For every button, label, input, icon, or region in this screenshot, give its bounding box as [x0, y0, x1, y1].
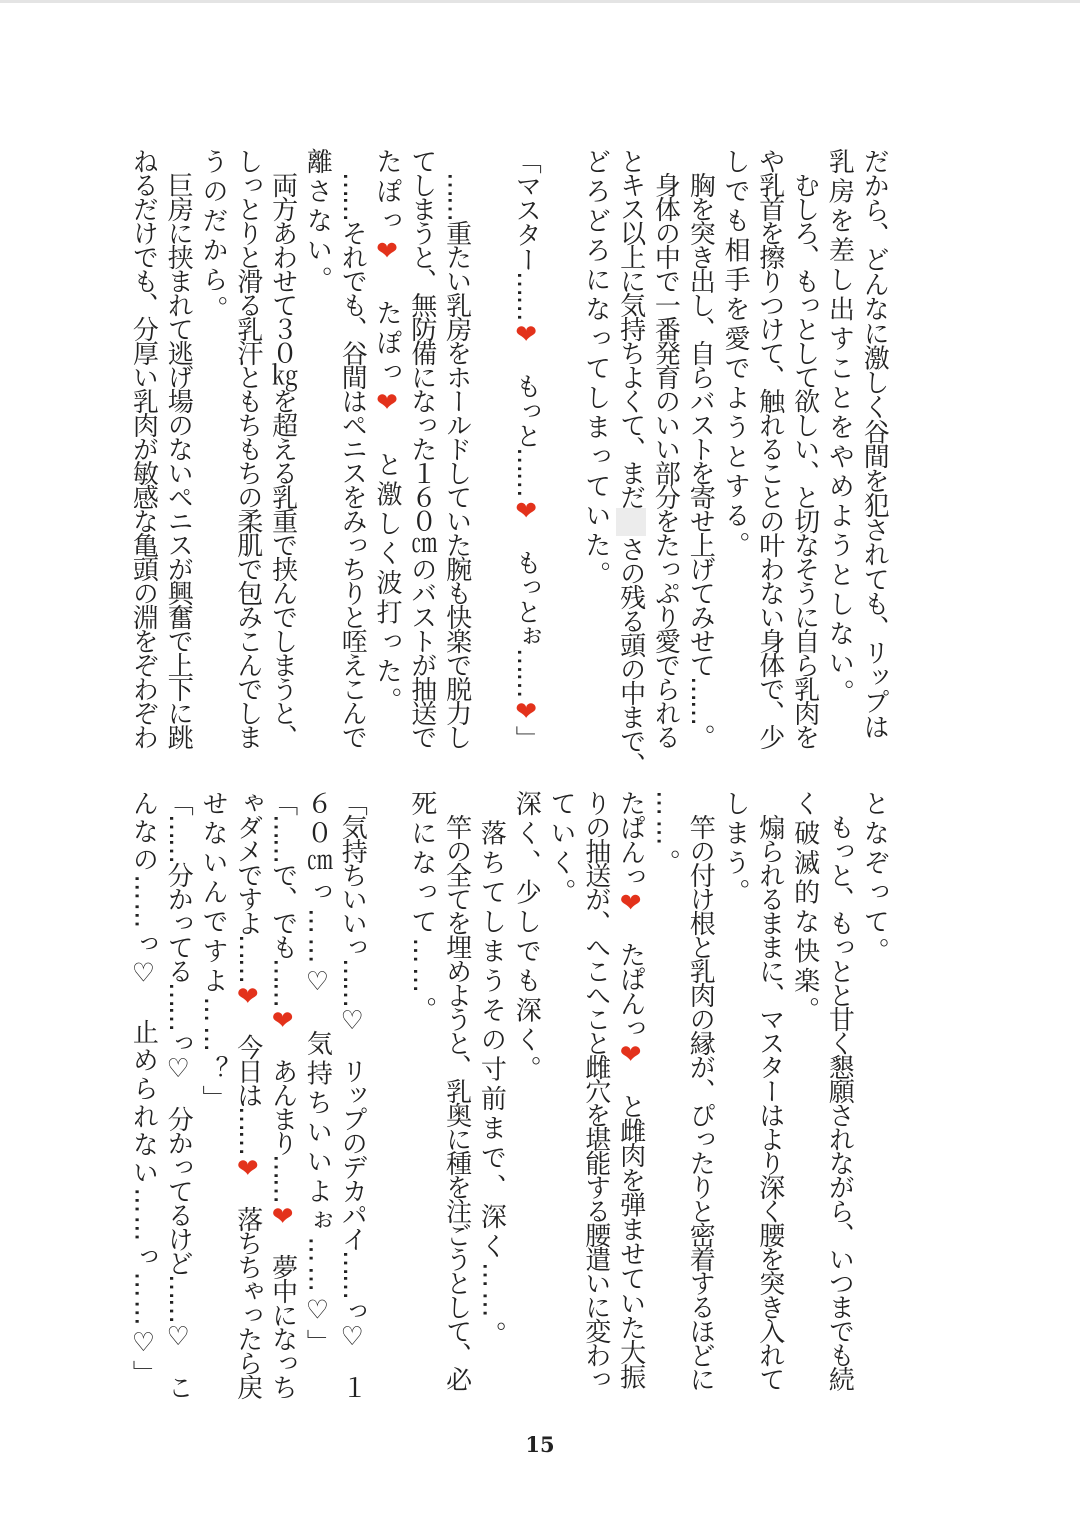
text-column: 竿の付け根と乳肉の縁が、ぴったりと密着するほどに	[685, 790, 716, 1390]
redaction-box	[616, 508, 646, 536]
text-column: とキス以上に気持ちよくて、まださの残る頭の中まで、	[615, 148, 646, 776]
text-column: だから、どんなに激しく谷間を犯されても、リップは	[859, 148, 890, 739]
top-border	[0, 0, 1080, 3]
text-column: 離さない。	[302, 148, 333, 296]
text-column: 「……で、でも……❤ あんまり……❤ 夢中になっち	[267, 790, 298, 1398]
heart-icon: ❤	[267, 1202, 298, 1230]
text-column: 「……分かってる……っ♡ 分かってるけど……♡ こ	[163, 790, 194, 1398]
text-column: たぱんっ❤ たぱんっ❤ と雌肉を弾ませていた大振	[615, 790, 646, 1389]
text-column: 煽られるままに、マスターはより深く腰を突き入れて	[754, 790, 785, 1390]
heart-icon: ❤	[511, 697, 542, 726]
text-column: 「マスター……❤ もっと……❤ もっとぉ……❤」	[511, 148, 542, 751]
text-column: しでも相手を愛でようとする。	[720, 148, 750, 561]
text-column: 胸を突き出し、自らバストを寄せ上げてみせて……。	[685, 148, 716, 748]
page-number: 15	[525, 1432, 555, 1457]
text-column: 身体の中で一番発育のいい部分をたっぷり愛でられる	[650, 148, 681, 748]
text-column: うのだから。	[198, 148, 228, 325]
text-column: せないんですよ……？」	[198, 790, 228, 1115]
text-column: りの抽送が、へこへこと雌穴を堪能する腰遣いに変わっ	[580, 790, 611, 1390]
heart-icon: ❤	[372, 236, 402, 270]
text-column: 「気持ちいいっ……♡ リップのデカパイ……っ♡ １	[337, 790, 368, 1398]
text-column: しっとりと滑る乳汗ともちもちの柔肌で包みこんでしま	[232, 148, 263, 748]
text-column: ６０㎝っ……♡ 気持ちいいよぉ……♡」	[302, 790, 333, 1359]
text-column: たぽっ❤ たぽっ❤ と激しく波打った。	[372, 148, 402, 717]
text-column: 死になって……。	[406, 790, 437, 1026]
text-column: ……。	[650, 790, 681, 879]
heart-icon: ❤	[511, 496, 542, 525]
text-column: しまう。	[720, 790, 750, 908]
text-column: んなの……っ♡ 止められない……っ……♡」	[128, 790, 159, 1388]
heart-icon: ❤	[615, 1039, 646, 1069]
heart-icon: ❤	[511, 320, 542, 349]
text-column: てしまうと、無防備になった１６０㎝のバストが抽送で	[406, 148, 437, 748]
heart-icon: ❤	[267, 1006, 298, 1034]
heart-icon: ❤	[615, 888, 646, 917]
text-column: 落ちてしまうその寸前まで、深く……。	[476, 790, 507, 1351]
text-column: ……それでも、谷間はペニスをみっちりと咥えこんで	[337, 148, 368, 748]
text-column: どろどろになってしまっていた。	[580, 148, 611, 591]
heart-icon: ❤	[232, 982, 263, 1010]
text-column: むしろ、もっとして欲しい、と切なそうに自ら乳肉を	[789, 148, 820, 748]
text-column: ねるだけでも、分厚い乳肉が敏感な亀頭の淵をぞわぞわ	[128, 148, 159, 748]
text-column: ……重たい乳房をホールドしていた腕も快楽で脱力し	[441, 148, 472, 748]
text-column: や乳首を擦りつけて、触れることの叶わない身体で、少	[754, 148, 785, 748]
heart-icon: ❤	[372, 388, 402, 422]
heart-icon: ❤	[232, 1154, 263, 1182]
text-column: ていく。	[546, 790, 576, 908]
text-column: もっと、もっとと甘く懇願されながら、いつまでも続	[824, 790, 855, 1390]
text-column: 竿の全てを埋めようと、乳奥に種を注ごうとして、必	[441, 790, 472, 1390]
text-column: 巨房に挟まれて逃げ場のないペニスが興奮で上下に跳	[163, 148, 194, 748]
text-column: く破滅的な快楽。	[789, 790, 820, 1026]
text-column: 乳房を差し出すことをやめようとしない。	[824, 148, 855, 709]
text-column: 深く、少しでも深く。	[511, 790, 542, 1085]
text-column: 両方あわせて３０㎏を超える乳重で挟んでしまうと、	[267, 148, 298, 748]
text-column: となぞって。	[859, 790, 890, 967]
text-column: ゃダメですよ……❤ 今日は……❤ 落ちちゃったら戻	[232, 790, 263, 1398]
